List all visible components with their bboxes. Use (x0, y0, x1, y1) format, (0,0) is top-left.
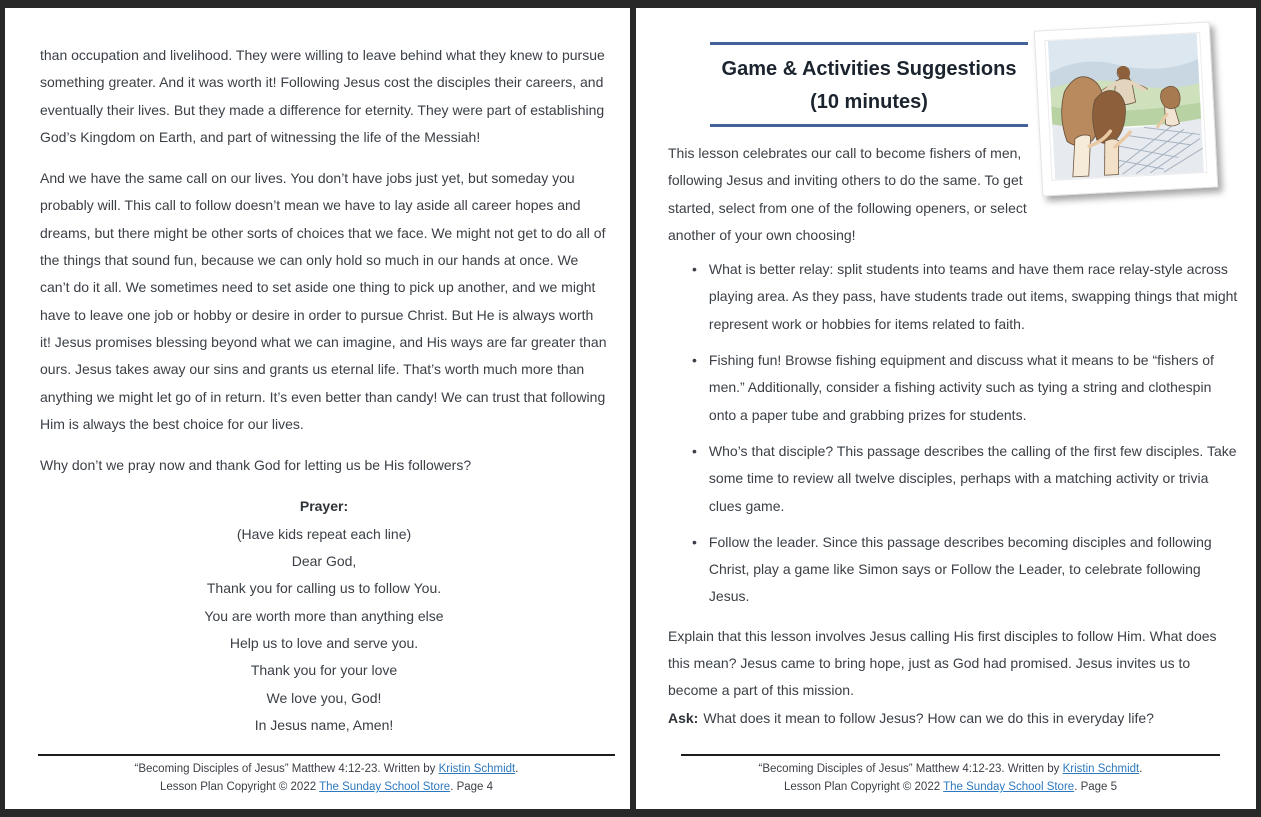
prayer-line: You are worth more than anything else (204, 607, 444, 624)
footer-citation-text: “Becoming Disciples of Jesus” Matthew 4:12-23. Written by (134, 763, 439, 775)
activity-suggestions-list (692, 256, 1240, 611)
page-4-footer (38, 754, 615, 796)
prayer-line: We love you, God! (266, 689, 382, 706)
footer-line-1 (38, 760, 615, 778)
footer-copyright-text: Lesson Plan Copyright © 2022 (783, 781, 944, 793)
footer-page-number: . Page 4 (450, 781, 494, 793)
paragraph: And we have the same call on our lives. You don’t have jobs just yet, but someday you probably will. This call to follow doesn’t mean we have to lay aside all career hopes and dreams, but there might be other sorts of choices that we face. We might not get to do all of the things that sound fun, because we can only hold so much in our hands at once. We can’t do it all. We sometimes need to set aside one thing to pick up another, and we might have to leave one job or hobby or desire in order to pursue Christ. But He is always worth it! Jesus promises blessing beyond what we can imagine, and His ways are far greater than ours. Jesus takes away our sins and grants us eternal life. That’s worth much more than anything we might let go of in return. It’s even better than candy! We can trust that following Him is always the best choice for our lives. (40, 170, 607, 432)
bullet-icon: • (692, 533, 697, 550)
prayer-line: Help us to love and serve you. (229, 634, 419, 651)
document-page-5 (636, 8, 1256, 809)
bullet-icon: • (692, 261, 697, 278)
section-heading-line-2: (10 minutes) (810, 91, 928, 113)
list-item (692, 438, 1240, 520)
section-heading-block (710, 42, 1028, 127)
store-link[interactable]: The Sunday School Store (943, 781, 1075, 793)
list-item (692, 529, 1240, 611)
paragraph: Why don’t we pray now and thank God for letting us be His followers? (40, 457, 472, 474)
footer-line-1 (681, 760, 1220, 778)
list-item-text: Follow the leader. Since this passage describes becoming disciples and following Christ, play a game like Simon says or Follow the Leader, to celebrate following Jesus. (708, 533, 1212, 605)
list-item-text: What is better relay: split students into teams and have them race relay-style across playing area. As they pass, have students trade out items, swapping things that might represent work or hobbies for items related to faith. (708, 261, 1238, 332)
paragraph: than occupation and livelihood. They were willing to leave behind what they knew to pursue something greater. And it was worth it! Following Jesus cost the disciples their careers, and eventually their lives. But they made a difference for eternity. They were part of establishing God’s Kingdom on Earth, and part of witnessing the life of the Messiah! (40, 47, 605, 145)
closing-paragraph: Explain that this lesson involves Jesus calling His first disciples to follow Him. What does this mean? Jesus came to bring hope, just as God had promised. Jesus invites us to become a part of this mission. (668, 627, 1217, 699)
prayer-line: Thank you for calling us to follow You. (206, 580, 442, 597)
list-item (692, 256, 1240, 338)
ask-label: Ask: (668, 709, 699, 726)
list-item-text: Who’s that disciple? This passage describes the calling of the first few disciples. Take some time to review all twelve disciples, perhaps with a matching activity or trivia clues game. (708, 442, 1237, 514)
prayer-line: Thank you for your love (250, 662, 398, 679)
heading-rule-bottom (710, 124, 1028, 127)
prayer-title: Prayer: (299, 498, 349, 515)
section-heading-line-1: Game & Activities Suggestions (721, 58, 1017, 80)
footer-citation-period: . (1139, 763, 1143, 775)
intro-paragraph: This lesson celebrates our call to become fishers of men, following Jesus and inviting others to do the same. To get started, select from one of the following openers, or select another of your own choosing! (668, 145, 1027, 243)
illustration-drawing (1044, 32, 1207, 181)
author-link[interactable]: Kristin Schmidt (1062, 763, 1140, 775)
footer-citation-text: “Becoming Disciples of Jesus” Matthew 4:12-23. Written by (758, 763, 1063, 775)
bullet-icon: • (692, 352, 697, 369)
list-item (692, 347, 1240, 429)
footer-line-2 (681, 778, 1220, 796)
ask-text: What does it mean to follow Jesus? How can we do this in everyday life? (703, 709, 1154, 726)
footer-citation-period: . (515, 763, 519, 775)
ask-prompt (668, 705, 1242, 732)
footer-page-number: . Page 5 (1074, 781, 1118, 793)
store-link[interactable]: The Sunday School Store (319, 781, 451, 793)
prayer-line: Dear God, (291, 553, 357, 570)
document-page-4 (5, 8, 630, 809)
page-4-body (5, 8, 630, 739)
jesus-calling-fishermen-illustration (1034, 22, 1218, 197)
footer-line-2 (38, 778, 615, 796)
section-heading (710, 45, 1028, 124)
author-link[interactable]: Kristin Schmidt (438, 763, 516, 775)
page-5-footer (681, 754, 1220, 796)
prayer-section (40, 493, 608, 739)
bullet-icon: • (692, 442, 697, 459)
list-item-text: Fishing fun! Browse fishing equipment and discuss what it means to be “fishers of men.” Additionally, consider a fishing activity such as tying a string and clothespin onto a paper tube and grabbing prizes for students. (708, 352, 1214, 423)
prayer-line: In Jesus name, Amen! (254, 716, 394, 733)
footer-copyright-text: Lesson Plan Copyright © 2022 (159, 781, 320, 793)
prayer-line: (Have kids repeat each line) (236, 525, 412, 542)
